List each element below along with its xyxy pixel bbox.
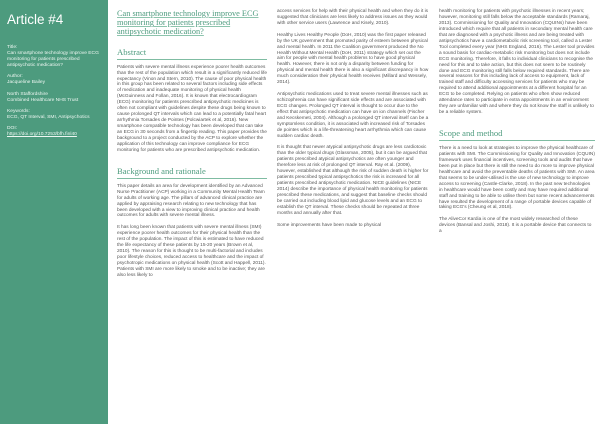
body-paragraph-6: health monitoring for patients with psychotic illnesses in recent years; however, monitoring still falls below the acceptable standards (Ramaraj, 2013). Commissioning for Quality and Innovation (CQUINs) have been introduced which require that all patients in secondary mental health care that are diagnosed with a psychotic illness and are being treated with antipsychotics have a cardiometabolic risk screening tool, called a Lester Tool completed every year (NHS England, 2016). The Lester tool provides a sound basis for cardiac-metabolic risk monitoring but does not include ECG monitoring. Therefore, it falls to individual clinicians to recognise the need for this and to take action, but this does not seem to be routinely done and ECG monitoring still falls below required standards. There are several reasons for this including lack of access to equipment, lack of trained staff and difficulty accessing services for patients who may be required to attend additional appointments at a different hospital for an ECG to be completed. Relying on patients who often show reduced attendance rates to participate in extra appointments in an environment they are unfamiliar with and where they do not know the staff is unlikely to be a reliable system. [439, 9, 595, 116]
body-paragraph-5: Some improvements have been made to physical [277, 222, 382, 228]
scope-paragraph-2: The AliveCor Kardia is one of the most widely researched of these devices (Bansal and Joshi, 2018). It is a portable device that connects to a [439, 217, 592, 235]
paper-title: Can smartphone technology improve ECG monitoring for patients prescribed antipsychotic medication? [117, 9, 259, 37]
meta-affiliation-line1: North Staffordshire [7, 91, 48, 97]
column-2 [277, 9, 429, 234]
background-paragraph-2: It has long been known that patients with severe mental illness (SMI) experience poorer health outcomes for their physical health than the rest of the population. The impact of this is estimated to have reduced the life expectancy of these patients by 15-20 years (Brown et al, 2010). The reason for this is thought to be multi-factorial and includes poor lifestyle choices, reduced access to healthcare and the impact of psychotropic medications on physical health (Scott and Happell, 2011). Patients with SMI are more likely to smoke and to be inactive; they are also less likely to [117, 225, 266, 278]
body-paragraph-2: Healthy Lives Healthy People (DoH, 2010) was the first paper released by the UK government that promoted parity of esteem between physical and mental health. In 2011 the Coalition government produced the No Health Without Mental Health (DoH, 2011) strategy which set out the aim for people with mental health problems to have good physical health. However, there is not only a disparity between funding for physical and mental health there is also a significant discrepancy in how much consideration their physical health receives (Millard and Wessely, 2014). [277, 32, 429, 86]
article-number: Article #4 [7, 12, 64, 27]
body-paragraph-3: Antipsychotic medications used to treat severe mental illnesses such as schizophrenia can have significant side effects and are associated with ECG changes. Prolonged QT interval is thought to occur due to the effect that antipsychotic medication can have on ion channels (Fischer and Kecskemeti, 2004). Although a prolonged QT interval itself can be a symptomless condition, it is associated with increased risk of Torsades de pointes which is a life-threatening heart arrhythmia which can cause sudden cardiac death. [277, 92, 429, 139]
section-heading-abstract: Abstract [117, 47, 267, 60]
meta-title [7, 45, 101, 69]
abstract-paragraph: Patients with severe mental illness experience poorer health outcomes than the rest of the population which result in a significantly reduced life expectancy (Vinon and Stern, 2010). The cause of poor physical health in this group has been related to several factors including side effects of medication and inadequate monitoring of physical health (McGuinness and Follan, 2016). It is known that electrocardiogram (ECG) monitoring for patients prescribed antipsychotic medicines is often not compliant with guidelines despite these drugs being known to cause prolonged QT intervals which can lead to a potentially fatal heart arrhythmia Torsades de Pointes (Polcwiartek et al, 2016). New smartphone compatible technology has been developed that can take an ECG in 30 seconds from a fingertip reading. This paper provides the background to a project conducted by the ACP to explore whether the application of this technology can improve compliance for ECG monitoring for patients who are prescribed antipsychotic medication. [117, 64, 267, 153]
meta-doi [7, 126, 101, 138]
column-3 [439, 9, 595, 241]
meta-author-value: Jacqueline Bailey [7, 80, 46, 86]
section-heading-background: Background and rationale [117, 166, 267, 179]
doi-link[interactable]: https://doi.org/10.7253/bfh.finl40 [7, 132, 77, 138]
meta-keywords [7, 109, 101, 121]
body-paragraph-1: access services for help with their physical health and when they do it is suggested that clinicians are less likely to address issues as they would with other service users (Lawrence and Kisely, 2010). [277, 9, 429, 26]
meta-title-value: Can smartphone technology improve ECG monitoring for patients prescribed antipsychotic medication? [7, 51, 99, 69]
section-heading-scope: Scope and method [439, 128, 595, 141]
meta-keywords-value: ECG, QT Interval, SMI, Antipsychotics [7, 114, 90, 120]
article-body [117, 0, 600, 424]
meta-doi-label: DOI: [7, 125, 18, 131]
column-1 [117, 9, 267, 285]
meta-author-label: Author: [7, 74, 23, 80]
body-paragraph-4: It is thought that newer atypical antipsychotic drugs are less cardiotoxic than the older typical drugs (Glassman, 2005), but it can be argued that patients prescribed atypical antipsychotics are often younger and therefore less at risk of prolonged QT interval. Ray et al. (2009), however, established that although the risk of sudden death is higher for patients prescribed typical antipsychotics the risk is increased for all patients prescribed antipsychotic medication. NICE guidelines (NICE 2014) describe the importance of physical health monitoring for patients prescribed these medications, and suggest that baseline checks should be carried out including blood lipid and glucose levels and an ECG to establish the QT interval. These checks should be repeated at three months and annually after that. [277, 145, 429, 216]
meta-title-label: Title: [7, 45, 18, 50]
meta-keywords-label: Keywords: [7, 108, 30, 114]
meta-author [7, 74, 101, 86]
article-sidebar [0, 0, 108, 424]
background-paragraph-1: This paper details an area for development identified by an Advanced Nurse Practitioner (ACP) working in a Community Mental Health Team for adults of working age. The pillars of advanced clinical practice are applied by appraising research relating to new technology that has been developed with a view to improving clinical practice and health outcomes for adults with severe mental illness. [117, 183, 265, 219]
scope-paragraph-1: There is a need to look at strategies to improve the physical healthcare of patients with SMI. The Commissioning for Quality and Innovation (CQUIN) framework uses financial incentives, screening tools and audits that have been put in place but there is still the need to do more to improve physical healthcare and avoid the preventable deaths of patients with SMI. An area that seems to be under-utilised is the use of new technology to improve access to screening (Castle-Clarke, 2018). In the past new technologies in healthcare would have been costly and may have required additional staff and training to be able to utilise them but some recent advancements have resulted the development of a range of portable devices capable of taking ECG's (Cheung et al, 2018). [439, 145, 595, 211]
meta-affiliation [7, 92, 101, 104]
meta-affiliation-line2: Combined Healthcare NHS Trust [7, 97, 79, 103]
